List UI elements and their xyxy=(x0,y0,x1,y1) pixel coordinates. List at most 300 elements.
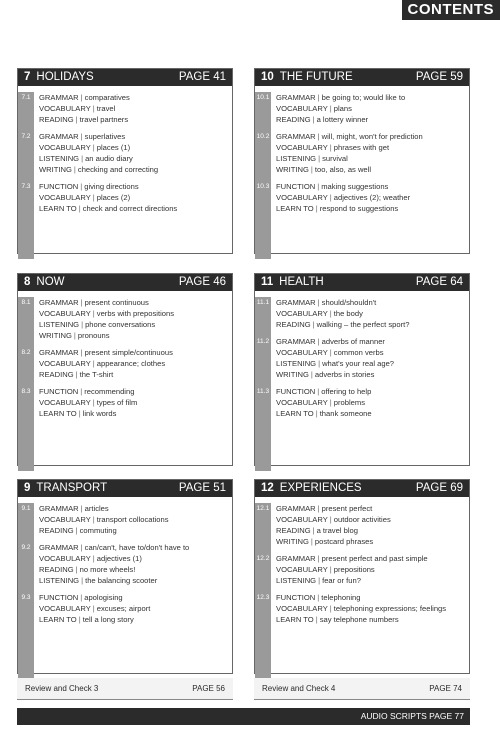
unit-header[interactable] xyxy=(255,480,469,497)
lesson-item[interactable] xyxy=(276,397,469,408)
item-separator: | xyxy=(329,515,332,524)
lesson-item[interactable] xyxy=(39,397,232,408)
unit-title-text: THE FUTURE xyxy=(279,71,353,83)
lesson-item[interactable] xyxy=(39,514,232,525)
item-separator: | xyxy=(92,554,95,563)
item-category: LISTENING xyxy=(276,359,317,368)
item-separator: | xyxy=(75,526,78,535)
lesson-item[interactable] xyxy=(276,525,469,536)
lesson-item[interactable] xyxy=(39,408,232,419)
item-topic: too, also, as well xyxy=(314,165,372,174)
item-category: VOCABULARY xyxy=(39,554,91,563)
item-category: GRAMMAR xyxy=(276,132,316,141)
lesson-number: 7.3 xyxy=(21,183,31,190)
lesson-item[interactable] xyxy=(276,142,469,153)
lesson-block xyxy=(18,542,232,586)
unit-box xyxy=(254,273,470,466)
item-category: VOCABULARY xyxy=(39,359,91,368)
item-category: LEARN TO xyxy=(39,409,77,418)
audio-scripts-bar[interactable] xyxy=(17,708,470,725)
lesson-item[interactable] xyxy=(276,103,469,114)
item-category: GRAMMAR xyxy=(276,93,316,102)
item-topic: checking and correcting xyxy=(77,165,159,174)
item-separator: | xyxy=(310,537,313,546)
unit-page: PAGE 46 xyxy=(178,276,226,288)
item-topic: be going to; would like to xyxy=(321,93,406,102)
lesson-item[interactable] xyxy=(39,92,232,103)
item-category: VOCABULARY xyxy=(276,309,328,318)
item-topic: the balancing scooter xyxy=(85,576,158,585)
item-topic: transport collocations xyxy=(96,515,169,524)
item-separator: | xyxy=(315,409,318,418)
item-category: LEARN TO xyxy=(39,204,77,213)
item-category: FUNCTION xyxy=(39,182,79,191)
lesson-item[interactable] xyxy=(276,297,469,308)
item-topic: a travel blog xyxy=(316,526,358,535)
unit-body xyxy=(18,503,232,679)
item-category: WRITING xyxy=(39,165,72,174)
item-separator: | xyxy=(329,565,332,574)
item-separator: | xyxy=(329,143,332,152)
unit-title-text: TRANSPORT xyxy=(36,482,108,494)
lesson-block xyxy=(18,592,232,625)
lesson-item[interactable] xyxy=(276,181,469,192)
item-separator: | xyxy=(81,320,84,329)
item-separator: | xyxy=(329,348,332,357)
item-topic: thank someone xyxy=(319,409,372,418)
unit-number: 12 xyxy=(261,482,274,494)
lesson-item[interactable] xyxy=(276,319,469,330)
item-topic: phrases with get xyxy=(333,143,390,152)
item-separator: | xyxy=(310,165,313,174)
item-category: VOCABULARY xyxy=(39,193,91,202)
item-topic: adjectives (1) xyxy=(96,554,142,563)
lesson-item[interactable] xyxy=(276,336,469,347)
lesson-item[interactable] xyxy=(39,386,232,397)
lesson-block xyxy=(18,347,232,380)
item-topic: check and correct directions xyxy=(82,204,178,213)
lesson-item[interactable] xyxy=(39,192,232,203)
lesson-item[interactable] xyxy=(39,553,232,564)
item-separator: | xyxy=(317,182,320,191)
lesson-item[interactable] xyxy=(276,92,469,103)
unit-number: 7 xyxy=(24,71,31,83)
item-separator: | xyxy=(80,504,83,513)
item-topic: present continuous xyxy=(84,298,149,307)
item-separator: | xyxy=(80,348,83,357)
item-separator: | xyxy=(92,604,95,613)
review-and-check-row[interactable] xyxy=(17,678,233,700)
item-separator: | xyxy=(329,193,332,202)
item-separator: | xyxy=(78,409,81,418)
lesson-item[interactable] xyxy=(39,297,232,308)
item-topic: present simple/continuous xyxy=(84,348,173,357)
review-label: Review and Check 3 xyxy=(25,684,99,693)
lesson-item[interactable] xyxy=(39,164,232,175)
item-category: READING xyxy=(39,370,74,379)
item-separator: | xyxy=(80,298,83,307)
item-category: VOCABULARY xyxy=(39,515,91,524)
item-separator: | xyxy=(329,104,332,113)
lesson-item[interactable] xyxy=(39,525,232,536)
lesson-item[interactable] xyxy=(39,503,232,514)
lesson-block xyxy=(255,92,469,125)
item-topic: adverbs of manner xyxy=(321,337,385,346)
lesson-item[interactable] xyxy=(276,192,469,203)
lesson-item[interactable] xyxy=(276,347,469,358)
lesson-item[interactable] xyxy=(276,553,469,564)
lesson-item[interactable] xyxy=(276,369,469,380)
unit-header[interactable] xyxy=(18,274,232,291)
item-category: GRAMMAR xyxy=(39,93,79,102)
item-separator: | xyxy=(329,604,332,613)
lesson-item[interactable] xyxy=(276,592,469,603)
item-topic: problems xyxy=(333,398,365,407)
lesson-block xyxy=(18,131,232,175)
item-topic: a lottery winner xyxy=(316,115,369,124)
lesson-item[interactable] xyxy=(39,564,232,575)
lesson-number: 11.2 xyxy=(256,338,270,345)
item-separator: | xyxy=(80,543,83,552)
item-separator: | xyxy=(75,115,78,124)
item-separator: | xyxy=(317,504,320,513)
item-topic: places (2) xyxy=(96,193,131,202)
lesson-item[interactable] xyxy=(39,114,232,125)
lesson-block xyxy=(255,297,469,330)
item-category: VOCABULARY xyxy=(276,193,328,202)
item-topic: respond to suggestions xyxy=(319,204,399,213)
item-topic: present perfect and past simple xyxy=(321,554,428,563)
item-separator: | xyxy=(80,93,83,102)
unit-title xyxy=(261,274,324,291)
item-category: VOCABULARY xyxy=(276,143,328,152)
item-separator: | xyxy=(92,193,95,202)
lesson-item[interactable] xyxy=(39,614,232,625)
lesson-item[interactable] xyxy=(276,614,469,625)
unit-page: PAGE 41 xyxy=(178,71,226,83)
lesson-item[interactable] xyxy=(276,408,469,419)
item-category: FUNCTION xyxy=(276,182,316,191)
lesson-item[interactable] xyxy=(276,131,469,142)
unit-body xyxy=(18,297,232,471)
lesson-item[interactable] xyxy=(39,203,232,214)
unit-box xyxy=(254,68,470,254)
item-separator: | xyxy=(329,398,332,407)
lesson-number: 12.3 xyxy=(256,594,270,601)
item-topic: types of film xyxy=(96,398,138,407)
item-separator: | xyxy=(318,154,321,163)
item-category: READING xyxy=(39,115,74,124)
lesson-block xyxy=(255,592,469,625)
unit-number: 8 xyxy=(24,276,31,288)
item-separator: | xyxy=(78,204,81,213)
item-topic: places (1) xyxy=(96,143,131,152)
item-separator: | xyxy=(312,320,315,329)
unit-header[interactable] xyxy=(18,69,232,86)
lesson-block xyxy=(18,503,232,536)
lesson-item[interactable] xyxy=(276,386,469,397)
item-category: FUNCTION xyxy=(39,387,79,396)
unit-page: PAGE 69 xyxy=(415,482,463,494)
item-category: LEARN TO xyxy=(276,409,314,418)
item-topic: comparatives xyxy=(84,93,130,102)
item-separator: | xyxy=(310,370,313,379)
lesson-item[interactable] xyxy=(276,575,469,586)
page-title: CONTENTS xyxy=(407,1,494,18)
item-category: VOCABULARY xyxy=(39,398,91,407)
item-separator: | xyxy=(80,593,83,602)
lesson-item[interactable] xyxy=(39,153,232,164)
lesson-item[interactable] xyxy=(39,347,232,358)
item-category: LEARN TO xyxy=(276,204,314,213)
item-category: WRITING xyxy=(39,331,72,340)
item-separator: | xyxy=(317,593,320,602)
lesson-item[interactable] xyxy=(39,319,232,330)
lesson-item[interactable] xyxy=(276,514,469,525)
lesson-item[interactable] xyxy=(276,203,469,214)
lesson-item[interactable] xyxy=(276,536,469,547)
lesson-block xyxy=(255,386,469,419)
item-separator: | xyxy=(92,359,95,368)
item-category: READING xyxy=(276,526,311,535)
item-topic: say telephone numbers xyxy=(319,615,399,624)
item-separator: | xyxy=(81,576,84,585)
lesson-number: 11.1 xyxy=(256,299,270,306)
item-separator: | xyxy=(317,132,320,141)
item-category: GRAMMAR xyxy=(276,504,316,513)
item-topic: survival xyxy=(322,154,348,163)
item-category: VOCABULARY xyxy=(276,348,328,357)
item-topic: plans xyxy=(333,104,352,113)
lesson-item[interactable] xyxy=(39,131,232,142)
item-category: WRITING xyxy=(276,537,309,546)
lesson-item[interactable] xyxy=(39,369,232,380)
unit-title-text: HOLIDAYS xyxy=(36,71,94,83)
item-topic: should/shouldn't xyxy=(321,298,377,307)
item-separator: | xyxy=(317,387,320,396)
lesson-item[interactable] xyxy=(276,308,469,319)
item-category: LEARN TO xyxy=(276,615,314,624)
review-label: Review and Check 4 xyxy=(262,684,336,693)
item-separator: | xyxy=(92,398,95,407)
lesson-number: 12.2 xyxy=(256,555,270,562)
item-topic: travel xyxy=(96,104,116,113)
item-topic: making suggestions xyxy=(321,182,389,191)
item-topic: the body xyxy=(333,309,363,318)
item-category: VOCABULARY xyxy=(39,143,91,152)
unit-title xyxy=(24,480,107,497)
item-topic: tell a long story xyxy=(82,615,134,624)
unit-number: 11 xyxy=(261,276,274,288)
lesson-number: 12.1 xyxy=(256,505,270,512)
item-category: GRAMMAR xyxy=(39,298,79,307)
lesson-item[interactable] xyxy=(276,164,469,175)
lesson-block xyxy=(18,181,232,214)
unit-box xyxy=(17,273,233,466)
item-category: READING xyxy=(39,526,74,535)
item-topic: can/can't, have to/don't have to xyxy=(84,543,190,552)
item-category: GRAMMAR xyxy=(39,132,79,141)
unit-page: PAGE 64 xyxy=(415,276,463,288)
item-separator: | xyxy=(80,387,83,396)
lesson-item[interactable] xyxy=(276,503,469,514)
item-category: GRAMMAR xyxy=(39,504,79,513)
item-topic: prepositions xyxy=(333,565,375,574)
item-category: LISTENING xyxy=(276,154,317,163)
item-category: GRAMMAR xyxy=(39,543,79,552)
lesson-item[interactable] xyxy=(39,330,232,341)
item-separator: | xyxy=(92,143,95,152)
item-separator: | xyxy=(92,515,95,524)
lesson-item[interactable] xyxy=(39,592,232,603)
item-category: VOCABULARY xyxy=(276,398,328,407)
item-topic: verbs with prepositions xyxy=(96,309,175,318)
lesson-item[interactable] xyxy=(39,603,232,614)
lesson-block xyxy=(255,553,469,586)
lesson-number: 8.2 xyxy=(21,349,31,356)
lesson-block xyxy=(18,386,232,419)
item-category: READING xyxy=(276,320,311,329)
unit-number: 10 xyxy=(261,71,274,83)
unit-header[interactable] xyxy=(255,69,469,86)
item-category: LISTENING xyxy=(276,576,317,585)
lesson-block xyxy=(255,181,469,214)
unit-header[interactable] xyxy=(18,480,232,497)
item-category: READING xyxy=(39,565,74,574)
item-topic: apologising xyxy=(84,593,123,602)
item-category: FUNCTION xyxy=(39,593,79,602)
lesson-block xyxy=(18,297,232,341)
review-and-check-row[interactable] xyxy=(254,678,470,700)
item-category: FUNCTION xyxy=(276,593,316,602)
item-topic: travel partners xyxy=(79,115,129,124)
lesson-item[interactable] xyxy=(276,603,469,614)
item-topic: walking – the perfect sport? xyxy=(316,320,410,329)
item-separator: | xyxy=(317,554,320,563)
lesson-item[interactable] xyxy=(39,142,232,153)
unit-number: 9 xyxy=(24,482,31,494)
item-separator: | xyxy=(317,93,320,102)
item-category: GRAMMAR xyxy=(276,298,316,307)
unit-page: PAGE 51 xyxy=(178,482,226,494)
item-separator: | xyxy=(317,337,320,346)
item-separator: | xyxy=(312,115,315,124)
item-topic: common verbs xyxy=(333,348,384,357)
unit-body xyxy=(255,297,469,471)
item-separator: | xyxy=(75,565,78,574)
item-separator: | xyxy=(318,359,321,368)
lesson-item[interactable] xyxy=(276,114,469,125)
item-topic: adverbs in stories xyxy=(314,370,375,379)
item-category: VOCABULARY xyxy=(276,604,328,613)
unit-box xyxy=(254,479,470,674)
review-page: PAGE 56 xyxy=(192,684,225,693)
lesson-number: 7.2 xyxy=(21,133,31,140)
lesson-item[interactable] xyxy=(39,358,232,369)
item-topic: giving directions xyxy=(84,182,139,191)
contents-title-bar xyxy=(402,0,500,20)
item-separator: | xyxy=(75,370,78,379)
lesson-number: 10.2 xyxy=(256,133,270,140)
item-category: VOCABULARY xyxy=(276,104,328,113)
lesson-item[interactable] xyxy=(276,153,469,164)
item-topic: link words xyxy=(82,409,117,418)
item-category: GRAMMAR xyxy=(276,554,316,563)
item-category: VOCABULARY xyxy=(39,309,91,318)
unit-header[interactable] xyxy=(255,274,469,291)
item-separator: | xyxy=(78,615,81,624)
item-category: VOCABULARY xyxy=(39,604,91,613)
item-topic: superlatives xyxy=(84,132,126,141)
item-topic: will, might, won't for prediction xyxy=(321,132,423,141)
item-topic: telephoning expressions; feelings xyxy=(333,604,447,613)
unit-title xyxy=(24,69,94,86)
lesson-item[interactable] xyxy=(39,542,232,553)
item-topic: outdoor activities xyxy=(333,515,391,524)
lesson-number: 9.3 xyxy=(21,594,31,601)
item-category: FUNCTION xyxy=(276,387,316,396)
item-topic: fear or fun? xyxy=(322,576,361,585)
audio-scripts-label: AUDIO SCRIPTS PAGE 77 xyxy=(360,711,464,721)
item-topic: no more wheels! xyxy=(79,565,136,574)
lesson-item[interactable] xyxy=(276,564,469,575)
item-topic: pronouns xyxy=(77,331,110,340)
item-topic: adjectives (2); weather xyxy=(333,193,411,202)
unit-page: PAGE 59 xyxy=(415,71,463,83)
item-category: VOCABULARY xyxy=(276,565,328,574)
lesson-item[interactable] xyxy=(276,358,469,369)
item-topic: what's your real age? xyxy=(322,359,395,368)
lesson-block xyxy=(18,92,232,125)
item-topic: phone conversations xyxy=(85,320,156,329)
lesson-item[interactable] xyxy=(39,308,232,319)
item-separator: | xyxy=(73,165,76,174)
item-topic: present perfect xyxy=(321,504,373,513)
lesson-block xyxy=(255,131,469,175)
review-page: PAGE 74 xyxy=(429,684,462,693)
unit-box xyxy=(17,479,233,674)
unit-body xyxy=(255,503,469,679)
unit-body xyxy=(255,92,469,259)
item-topic: articles xyxy=(84,504,109,513)
unit-box xyxy=(17,68,233,254)
item-category: LISTENING xyxy=(39,154,80,163)
item-category: GRAMMAR xyxy=(276,337,316,346)
item-category: WRITING xyxy=(276,370,309,379)
unit-title-text: HEALTH xyxy=(279,276,324,288)
item-category: WRITING xyxy=(276,165,309,174)
item-separator: | xyxy=(81,154,84,163)
item-topic: recommending xyxy=(84,387,135,396)
item-separator: | xyxy=(92,104,95,113)
lesson-number: 8.3 xyxy=(21,388,31,395)
item-separator: | xyxy=(315,204,318,213)
lesson-item[interactable] xyxy=(39,181,232,192)
unit-title-text: EXPERIENCES xyxy=(279,482,362,494)
item-topic: excuses; airport xyxy=(96,604,151,613)
item-topic: commuting xyxy=(79,526,117,535)
item-topic: postcard phrases xyxy=(314,537,374,546)
lesson-item[interactable] xyxy=(39,575,232,586)
lesson-number: 9.2 xyxy=(21,544,31,551)
lesson-number: 7.1 xyxy=(21,94,31,101)
item-topic: offering to help xyxy=(321,387,372,396)
item-topic: telephoning xyxy=(321,593,361,602)
lesson-item[interactable] xyxy=(39,103,232,114)
unit-body xyxy=(18,92,232,259)
unit-title xyxy=(261,69,353,86)
lesson-number: 11.3 xyxy=(256,388,270,395)
